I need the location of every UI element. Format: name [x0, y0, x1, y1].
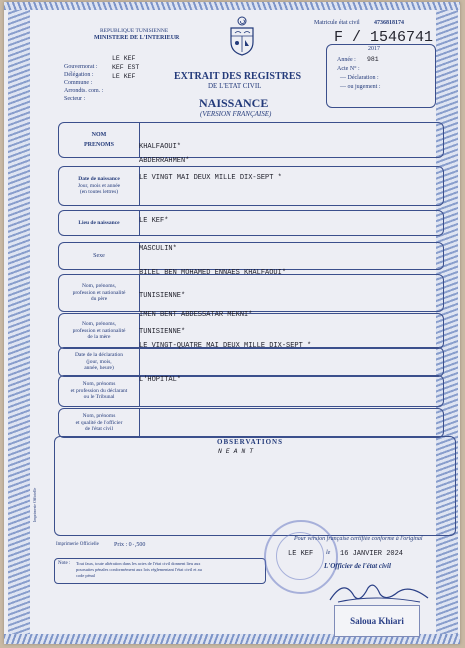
version-note: (VERSION FRANÇAISE): [200, 110, 272, 118]
extract-title: EXTRAIT DES REGISTRES: [174, 71, 302, 82]
ministry-heading: MINISTERE DE L'INTERIEUR: [94, 35, 180, 41]
officer-label-cell: [59, 409, 140, 437]
issue-place: LE KEF: [288, 550, 314, 558]
top-guilloche-border: [4, 2, 460, 10]
declarant-label-3: ou le Tribunal: [83, 394, 115, 401]
issue-date: 16 JANVIER 2024: [340, 550, 404, 558]
nom-value: KHALFAOUI*: [139, 143, 182, 151]
left-guilloche-border: [8, 2, 30, 644]
officer-label-1: Nom, prénoms: [82, 413, 116, 420]
declarant-label-cell: [59, 376, 140, 406]
birth-date-row: [58, 166, 444, 206]
father-label-1: Nom, prénoms,: [81, 283, 117, 290]
mother-label-3: de la mère: [87, 334, 111, 341]
mother-label-1: Nom, prénoms,: [81, 321, 117, 328]
officer-row: [58, 408, 444, 438]
note-line-1: Tout faux, toute altération dans les actes de l'état civil donnent lieu aux: [76, 561, 201, 566]
declaration-date-label-2: (jour, mois,: [86, 358, 112, 365]
declarant-row: [58, 375, 444, 407]
note-line-2: poursuites pénales conformément aux lois réglementant l'état civil et au: [76, 567, 202, 572]
declarant-label-2: et profession du déclarant: [70, 387, 128, 394]
signature-name-box: [334, 605, 420, 637]
acte-label: Acte N° :: [337, 66, 360, 72]
name-row: [58, 122, 444, 158]
arrondissement-label: Arrondts. com. :: [64, 88, 104, 94]
annee-label: Année :: [337, 57, 356, 63]
note-label: Note :: [58, 561, 71, 566]
price-label: Prix : 0٠,500: [114, 542, 146, 548]
handwritten-signature-icon: [324, 574, 434, 608]
note-line-3: code pénal: [76, 573, 95, 578]
birth-place-row: [58, 210, 444, 236]
commune-value: LE KEF: [112, 73, 136, 80]
gouvernorat-value: LE KEF: [112, 55, 136, 62]
sex-label: Sexe: [93, 252, 105, 259]
republic-heading: REPUBLIQUE TUNISIENNE: [100, 28, 169, 34]
father-row: [58, 274, 444, 312]
birth-place-value: LE KEF*: [139, 217, 169, 225]
year-value: 2017: [368, 46, 380, 52]
prenoms-label: PRENOMS: [84, 142, 114, 148]
certification-text: Pour version française certifiée conforme à l'original: [294, 536, 423, 542]
officer-title: L'Officier de l'état civil: [324, 562, 391, 570]
side-printer-mark: Imprimerie Officielle: [32, 487, 37, 522]
observations-box: [54, 436, 456, 536]
mother-nationality: TUNISIENNE*: [139, 328, 186, 336]
matricule-value: 4736818174: [374, 20, 404, 26]
sex-row: [58, 242, 444, 270]
birth-date-sublabel-2: (en toutes lettres): [79, 189, 119, 196]
signature-name: Saloua Khiari: [350, 616, 404, 626]
declaration-label: — Déclaration :: [340, 75, 379, 81]
name-row-label-cell: [59, 123, 140, 157]
mother-label-2: profession et nationalité: [72, 327, 126, 334]
delegation-value: KEF EST: [112, 64, 140, 71]
declaration-date-label-3: année, heure): [84, 365, 114, 372]
extract-subtitle: DE L'ETAT CIVIL: [208, 82, 262, 90]
mother-label-cell: [59, 314, 140, 348]
birth-certificate-sheet: [4, 2, 460, 644]
delegation-label: Délégation :: [64, 72, 94, 78]
tunisian-coat-of-arms-icon: [226, 16, 258, 56]
observations-value: N E A N T: [218, 448, 254, 455]
annee-value: 981: [367, 56, 379, 63]
matricule-label: Matricule état civil: [314, 20, 360, 26]
declaration-date-label-1: Date de la déclaration: [74, 352, 124, 359]
birth-date-value: LE VINGT MAI DEUX MILLE DIX-SEPT *: [139, 174, 282, 182]
secteur-label: Secteur :: [64, 96, 86, 102]
nom-label: NOM: [91, 131, 107, 138]
birth-place-label-cell: [59, 211, 140, 235]
declarant-value: L'HOPITAL*: [139, 376, 182, 384]
sex-value: MASCULIN*: [139, 245, 177, 253]
serial-number: F / 1546741: [334, 29, 434, 46]
document-type-title: NAISSANCE: [199, 96, 269, 110]
jugement-label: — ou jugement :: [340, 84, 381, 90]
birth-date-sublabel: Jour, mois et année: [77, 182, 121, 189]
birth-place-label: Lieu de naissance: [78, 219, 120, 226]
printer-label: Imprimerie Officielle: [56, 542, 99, 547]
father-label-3: du père: [90, 296, 108, 303]
birth-date-label: Date de naissance: [78, 176, 120, 183]
declaration-date-value: LE VINGT-QUATRE MAI DEUX MILLE DIX-SEPT *: [139, 342, 312, 350]
commune-label: Commune :: [64, 80, 93, 86]
mother-value: IMEN BENT ABDESSATAR MEKNI*: [139, 311, 253, 319]
father-value: BILEL BEN MOHAMED ENNAES KHALFAOUI*: [139, 269, 287, 277]
officer-label-2: et qualité de l'officier: [75, 419, 123, 426]
sex-label-cell: [59, 243, 140, 269]
date-prefix: le: [326, 550, 331, 556]
gouvernorat-label: Gouvernorat :: [64, 64, 98, 70]
officer-label-3: de l'état civil: [84, 426, 114, 433]
birth-date-label-cell: [59, 167, 140, 205]
observations-label: OBSERVATIONS: [217, 438, 283, 446]
declaration-date-label-cell: [59, 348, 140, 376]
father-label-2: profession et nationalité: [72, 289, 126, 296]
father-label-cell: [59, 275, 140, 311]
declarant-label-1: Nom, prénoms: [82, 381, 116, 388]
father-nationality: TUNISIENNE*: [139, 292, 186, 300]
declaration-date-row: [58, 347, 444, 377]
prenoms-value: ABDERRAHMEN*: [139, 157, 190, 165]
